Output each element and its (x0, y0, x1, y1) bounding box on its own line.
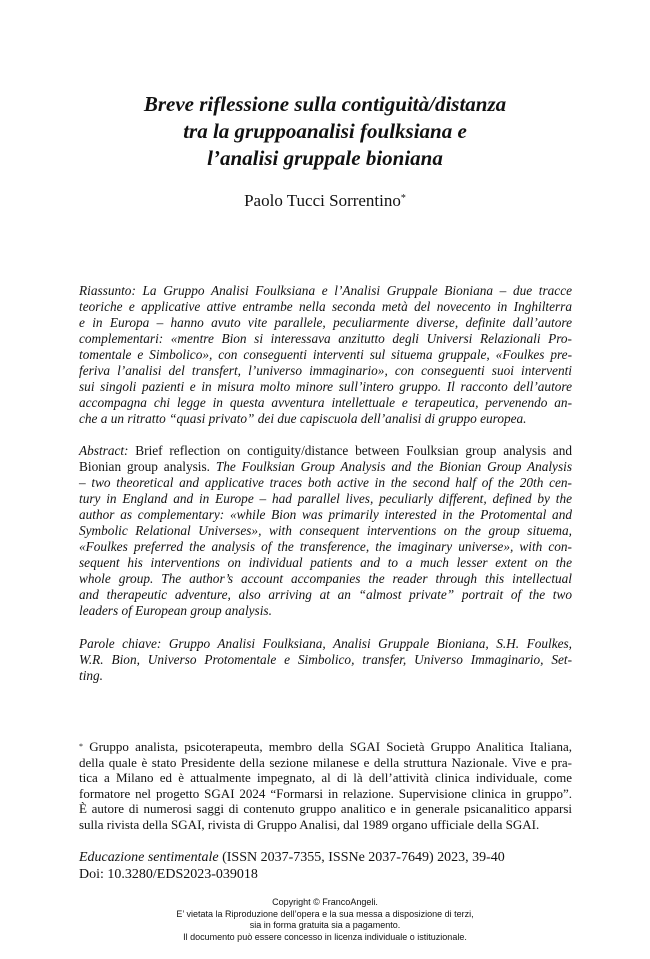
copyright-line-4: Il documento può essere concesso in licenza individuale o istituzionale. (183, 931, 467, 942)
journal-name: Educazione sentimentale (79, 850, 219, 865)
footnote-line-5: È autore di numerosi saggi di contenuto gruppo analitico e in generale psicanalitico apparsi (79, 801, 572, 816)
footnote-line-1: * Gruppo analista, psicoterapeuta, membro della SGAI Società Gruppo Analitica Italiana, (79, 739, 572, 754)
abstract-line-9: whole group. The author’s account accompanies the reader through this intellectual (79, 571, 572, 586)
abstract-line-3: – two theoretical and applicative traces both active in the second half of the 20th cen- (79, 475, 572, 490)
keywords-line-3: ting. (79, 668, 104, 683)
article-title (0, 91, 650, 172)
author-name: Paolo Tucci Sorrentino (244, 191, 401, 210)
abstract-paragraph (79, 443, 572, 619)
keywords-line-1: Parole chiave: Gruppo Analisi Foulksiana, Analisi Gruppale Bioniana, S.H. Foulkes, (79, 636, 572, 651)
keywords-line-2: W.R. Bion, Universo Protomentale e Simbolico, transfer, Universo Immaginario, Set- (79, 652, 572, 667)
footnote-line-6: sulla rivista della SGAI, rivista di Gruppo Analisi, dal 1989 organo ufficiale della SGAI. (79, 816, 540, 832)
abstract-line-6: Symbolic Relational Universes», with consequent interventions on the group situema, (79, 523, 572, 538)
riassunto-line-5: tomentale e Simbolico», con conseguenti interventi sul situema gruppale, «Foulkes pre- (79, 347, 572, 362)
copyright-line-2: E’ vietata la Riproduzione dell’opera e la sua messa a disposizione di terzi, (176, 908, 474, 919)
abstract-line-7: «Foulkes preferred the analysis of the transference, the imaginary universe», with con- (79, 539, 572, 554)
abstract-line-10: and therapeutic adventure, also arriving at an “almost private” portrait of the two (79, 587, 572, 602)
riassunto-paragraph (79, 283, 572, 427)
copyright-line-1: Copyright © FrancoAngeli. (272, 897, 378, 907)
riassunto-line-2: teoriche e applicative attive entrambe nella seconda metà del novecento in Inghilterra (79, 299, 572, 314)
author-line (0, 191, 650, 211)
riassunto-line-4: complementari: «mentre Bion si interessava anzitutto degli Universi Relazionali Pro- (79, 331, 572, 346)
footnote-line-2: della quale è stato Presidente della sezione milanese e della struttura Nazionale. Vive e pra- (79, 754, 572, 770)
abstract-line-8: sequent his interventions on individual patients and to a much lesser extent on the (79, 555, 572, 570)
footnote-line-3: tica a Milano ed è attualmente impegnato, al di là dell’attività clinica individuale, come (79, 770, 572, 785)
abstract-line-5: author as complementary: «while Bion was primarily interested in the Protomental and (79, 507, 572, 522)
title-line-1: Breve riflessione sulla contiguità/distanza (143, 92, 507, 116)
abstract-line-2: Bionian group analysis. The Foulksian Group Analysis and the Bionian Group Analysis (79, 459, 573, 474)
riassunto-line-3: e in Europa – hanno avuto vite parallele, peculiarmente diverse, definite dall’autore (79, 315, 572, 330)
keywords-label: Parole chiave: (79, 636, 162, 651)
title-line-2: tra la gruppoanalisi foulksiana e (183, 119, 467, 143)
abstract-line-1: Abstract: Brief reflection on contiguity/distance between Foulksian group analysis and (79, 443, 572, 458)
keywords-paragraph (79, 636, 572, 684)
author-footnote-mark: * (400, 193, 406, 204)
journal-citation (79, 849, 505, 883)
journal-doi: Doi: 10.3280/EDS2023-039018 (79, 867, 258, 882)
footnote-line-4: formatore nel progetto SGAI 2024 “Formarsi in relazione. Supervisione clinica in gruppo”. (79, 785, 572, 801)
riassunto-label: Riassunto: (79, 283, 136, 298)
copyright-line-3: sia in forma gratuita sia a pagamento. (249, 920, 401, 930)
title-line-3: l’analisi gruppale bioniana (207, 146, 443, 170)
abstract-line-4: tury in England and in Europe – had parallel lives, peculiarly different, defined by the (79, 491, 572, 506)
riassunto-line-9: che a un ritratto “quasi privato” dei due capiscuola dell’analisi di gruppo europea. (79, 411, 527, 426)
abstract-line-11: leaders of European group analysis. (79, 603, 272, 618)
riassunto-line-1: Riassunto: La Gruppo Analisi Foulksiana e l’Analisi Gruppale Bioniana – due tracce (79, 283, 572, 298)
copyright-notice (0, 897, 650, 943)
journal-issn: (ISSN 2037-7355, ISSNe 2037-7649) 2023, 39-40 (222, 850, 505, 865)
riassunto-line-6: feriva l’analisi del transfert, l’universo immaginario», con conseguenti suoi interventi (79, 363, 572, 378)
riassunto-line-7: sui singoli pazienti e in misura molto minore sull’intero gruppo. Il racconto dell’autore (79, 379, 572, 394)
riassunto-line-8: accompagna chi legge in questa avventura intellettuale e terapeutica, pervenendo an- (79, 395, 572, 410)
footnote-mark: * (79, 742, 83, 751)
abstract-label: Abstract: (79, 443, 129, 458)
author-footnote (79, 739, 572, 832)
journal-line (79, 849, 505, 866)
